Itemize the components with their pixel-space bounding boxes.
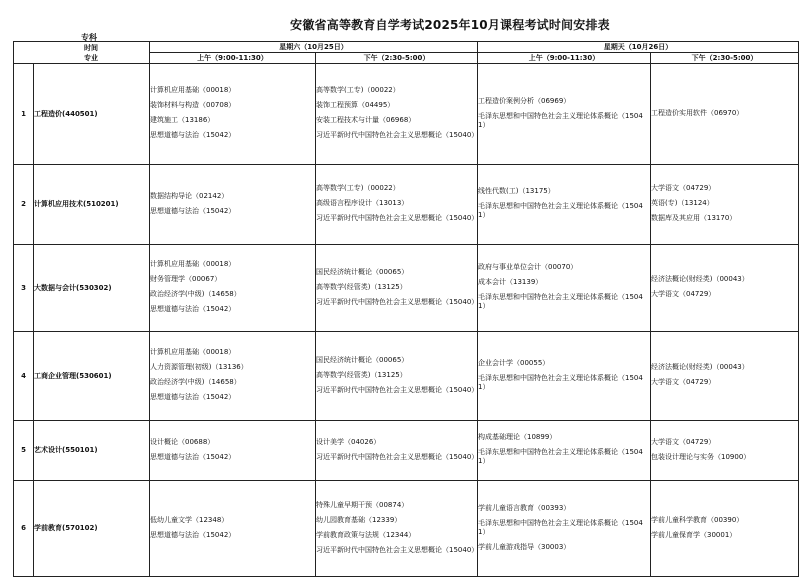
row-index: 3 <box>14 245 34 332</box>
session-cell-sat-am <box>150 245 316 332</box>
course-item: 成本会计（13139） <box>478 278 543 286</box>
course-item: 政府与事业单位会计（00070） <box>478 263 578 271</box>
major-name: 工程造价(440501) <box>34 64 150 165</box>
major-name: 艺术设计(550101) <box>34 421 150 481</box>
table-row <box>14 64 799 165</box>
corner-time-label: 时间 <box>84 44 98 52</box>
course-item: 英语(专)（13124） <box>651 199 714 207</box>
course-item: 经济法概论(财经类)（00043） <box>651 275 749 283</box>
course-item: 思想道德与法治（15042） <box>150 530 236 539</box>
session-cell-sat-pm <box>316 165 478 245</box>
course-item: 思想道德与法治（15042） <box>150 206 236 215</box>
table-row <box>14 245 799 332</box>
course-item: 政治经济学(中级)（14658） <box>150 378 241 386</box>
header-sun-am: 上午（9:00-11:30） <box>478 53 651 64</box>
course-item: 习近平新时代中国特色社会主义思想概论（15040） <box>316 131 479 139</box>
table-row <box>14 332 799 421</box>
session-cell-sun-pm <box>651 165 799 245</box>
course-item: 习近平新时代中国特色社会主义思想概论（15040） <box>316 214 479 222</box>
course-item: 思想道德与法治（15042） <box>150 305 236 313</box>
course-item: 国民经济统计概论（00065） <box>316 267 409 276</box>
course-item: 学前教育政策与法规（12344） <box>316 530 416 539</box>
session-cell-sat-am <box>150 421 316 481</box>
course-item: 建筑施工（13186） <box>150 116 215 124</box>
row-index: 4 <box>14 332 34 421</box>
session-cell-sun-am <box>478 421 651 481</box>
course-item: 计算机应用基础（00018） <box>150 86 236 94</box>
corner-major-label: 专科 <box>81 33 97 42</box>
session-cell-sun-am <box>478 481 651 577</box>
course-item: 思想道德与法治（15042） <box>150 131 236 139</box>
session-cell-sat-pm <box>316 332 478 421</box>
row-index: 5 <box>14 421 34 481</box>
row-index: 6 <box>14 481 34 577</box>
course-item: 设计概论（00688） <box>150 437 215 446</box>
row-index: 1 <box>14 64 34 165</box>
course-item: 高级语言程序设计（13013） <box>316 199 409 207</box>
corner-subject-label: 专业 <box>84 54 98 62</box>
course-item: 装饰材料与构造（00708） <box>150 101 236 109</box>
major-name: 工商企业管理(530601) <box>34 332 150 421</box>
course-item: 学前儿童游戏指导（30003） <box>478 542 571 551</box>
session-cell-sat-pm <box>316 245 478 332</box>
major-name: 大数据与会计(530302) <box>34 245 150 332</box>
course-item: 线性代数(工)（13175） <box>478 187 555 195</box>
course-item: 包装设计理论与实务（10900） <box>651 452 751 461</box>
page-title: 安徽省高等教育自学考试2025年10月课程考试时间安排表 <box>290 18 610 32</box>
table-row <box>14 481 799 577</box>
course-item: 毛泽东思想和中国特色社会主义理论体系概论（15041） <box>478 518 643 536</box>
course-item: 经济法概论(财经类)（00043） <box>651 363 749 371</box>
course-item: 学前儿童语言教育（00393） <box>478 503 571 512</box>
course-item: 高等数学(工专)（00022） <box>316 184 400 192</box>
course-item: 习近平新时代中国特色社会主义思想概论（15040） <box>316 297 479 306</box>
session-cell-sat-am <box>150 165 316 245</box>
course-item: 习近平新时代中国特色社会主义思想概论（15040） <box>316 452 479 461</box>
course-item: 毛泽东思想和中国特色社会主义理论体系概论（15041） <box>478 448 643 465</box>
session-cell-sat-am <box>150 481 316 577</box>
course-item: 高等数学(经管类)（13125） <box>316 370 407 379</box>
course-item: 毛泽东思想和中国特色社会主义理论体系概论（15041） <box>478 202 643 219</box>
header-sat-am: 上午（9:00-11:30） <box>150 53 316 64</box>
session-cell-sun-pm <box>651 245 799 332</box>
course-item: 习近平新时代中国特色社会主义思想概论（15040） <box>316 545 479 554</box>
session-cell-sun-am <box>478 245 651 332</box>
course-item: 大学语文（04729） <box>651 290 716 298</box>
course-item: 构成基础理论（10899） <box>478 433 557 441</box>
course-item: 低幼儿童文学（12348） <box>150 515 229 524</box>
course-item: 数据结构导论（02142） <box>150 191 229 200</box>
course-item: 工程造价案例分析（06969） <box>478 96 571 105</box>
header-row-days <box>14 42 799 53</box>
session-cell-sun-pm <box>651 64 799 165</box>
course-item: 幼儿园教育基础（12339） <box>316 515 402 524</box>
table-row <box>14 165 799 245</box>
session-cell-sun-am <box>478 165 651 245</box>
session-cell-sun-am <box>478 64 651 165</box>
major-name: 学前教育(570102) <box>34 481 150 577</box>
course-item: 安装工程技术与计量（06968） <box>316 116 416 124</box>
session-cell-sat-pm <box>316 481 478 577</box>
exam-schedule-table <box>13 33 799 577</box>
header-day-saturday: 星期六（10月25日） <box>150 42 478 53</box>
course-item: 学前儿童保育学（30001） <box>651 530 737 539</box>
header-corner <box>14 33 150 64</box>
course-item: 人力资源管理(初级)（13136） <box>150 363 248 371</box>
course-item: 思想道德与法治（15042） <box>150 393 236 401</box>
row-index: 2 <box>14 165 34 245</box>
course-item: 财务管理学（00067） <box>150 275 222 283</box>
course-item: 习近平新时代中国特色社会主义思想概论（15040） <box>316 385 479 394</box>
course-item: 装饰工程预算（04495） <box>316 101 395 109</box>
course-item: 特殊儿童早期干预（00874） <box>316 500 409 509</box>
header-sat-pm: 下午（2:30-5:00） <box>316 53 478 64</box>
course-item: 大学语文（04729） <box>651 184 716 192</box>
course-item: 工程造价实用软件（06970） <box>651 108 744 117</box>
course-item: 思想道德与法治（15042） <box>150 452 236 461</box>
course-item: 毛泽东思想和中国特色社会主义理论体系概论（15041） <box>478 373 643 391</box>
course-item: 毛泽东思想和中国特色社会主义理论体系概论（15041） <box>478 293 643 310</box>
table-row <box>14 421 799 481</box>
session-cell-sun-am <box>478 332 651 421</box>
session-cell-sat-am <box>150 64 316 165</box>
course-item: 企业会计学（00055） <box>478 358 550 367</box>
course-item: 政治经济学(中级)（14658） <box>150 290 241 298</box>
session-cell-sat-am <box>150 332 316 421</box>
session-cell-sat-pm <box>316 421 478 481</box>
major-name: 计算机应用技术(510201) <box>34 165 150 245</box>
course-item: 大学语文（04729） <box>651 437 716 446</box>
session-cell-sun-pm <box>651 332 799 421</box>
course-item: 高等数学(经管类)（13125） <box>316 282 407 291</box>
header-sun-pm: 下午（2:30-5:00） <box>651 53 799 64</box>
course-item: 大学语文（04729） <box>651 378 716 386</box>
course-item: 高等数学(工专)（00022） <box>316 86 400 94</box>
session-cell-sat-pm <box>316 64 478 165</box>
course-item: 数据库及其应用（13170） <box>651 214 737 222</box>
course-item: 设计美学（04026） <box>316 437 381 446</box>
course-item: 计算机应用基础（00018） <box>150 348 236 356</box>
course-item: 计算机应用基础（00018） <box>150 260 236 268</box>
session-cell-sun-pm <box>651 421 799 481</box>
course-item: 毛泽东思想和中国特色社会主义理论体系概论（15041） <box>478 111 643 129</box>
course-item: 国民经济统计概论（00065） <box>316 355 409 364</box>
session-cell-sun-pm <box>651 481 799 577</box>
course-item: 学前儿童科学教育（00390） <box>651 515 744 524</box>
header-day-sunday: 星期天（10月26日） <box>478 42 799 53</box>
